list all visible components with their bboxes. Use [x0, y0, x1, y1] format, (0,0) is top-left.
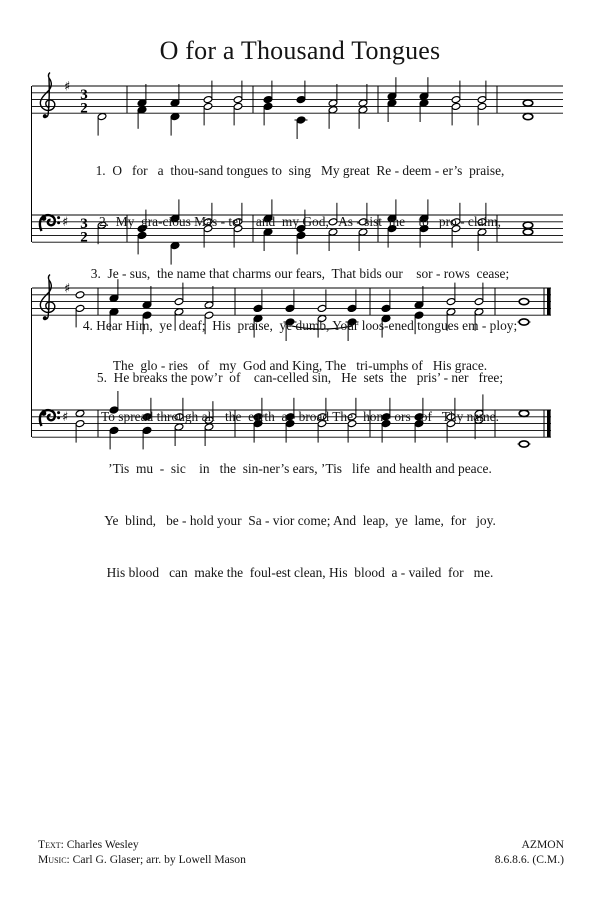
verse-block-2 [0, 322, 600, 616]
svg-text:♯: ♯ [64, 79, 71, 95]
lyric-line: His blood can make the foul-est clean, His blood a - vailed for me. [106, 565, 494, 581]
svg-text:3: 3 [80, 86, 88, 103]
lyric-line: ’Tis mu - sic in the sin-ner’s ears, ’Tis life and health and peace. [108, 461, 492, 477]
lyric-line: 4. Hear Him, ye deaf; His praise, ye dumb, Your loos-ened tongues em - ploy; [82, 318, 518, 334]
svg-text:♯: ♯ [62, 410, 69, 426]
credits-right [495, 838, 564, 868]
lyric-line: 1. O for a thou-sand tongues to sing My great Re - deem - er’s praise, [95, 162, 505, 178]
credits-left [38, 838, 246, 868]
lyric-line: To spread through all the earth a - broad The hon - ors of Thy name. [101, 409, 499, 425]
music-credit-label: Music: [38, 852, 70, 866]
lyric-line: Ye blind, be - hold your Sa - vior come; And leap, ye lame, for joy. [104, 513, 496, 529]
svg-text:2: 2 [80, 229, 88, 246]
svg-text:♯: ♯ [64, 281, 71, 297]
text-credit-label: Text: [38, 838, 64, 851]
text-credit-value: Charles Wesley [66, 838, 139, 851]
meter: 8.6.8.6. (C.M.) [494, 852, 564, 866]
lyric-line: 2. My gra-cious Mas - ter and my God, As - sist me to pro - claim, [98, 214, 502, 230]
music-credit-value: Carl G. Glaser; arr. by Lowell Mason [72, 852, 246, 866]
lyric-line: 3. Je - sus, the name that charms our fears, That bids our sor - rows cease; [90, 266, 510, 282]
svg-text:♯: ♯ [62, 215, 69, 231]
svg-text:3: 3 [80, 215, 88, 232]
hymn-title: O for a Thousand Tongues [159, 36, 441, 65]
lyric-line: The glo - ries of my God and King, The tri-umphs of His grace. [112, 357, 488, 373]
text-credit [38, 838, 246, 853]
music-credit [38, 853, 246, 868]
tune-name: AZMON [521, 838, 564, 851]
lyric-line: 5. He breaks the pow’r of can-celled sin, He sets the pris’ - ner free; [96, 370, 504, 386]
svg-text:2: 2 [80, 100, 88, 117]
